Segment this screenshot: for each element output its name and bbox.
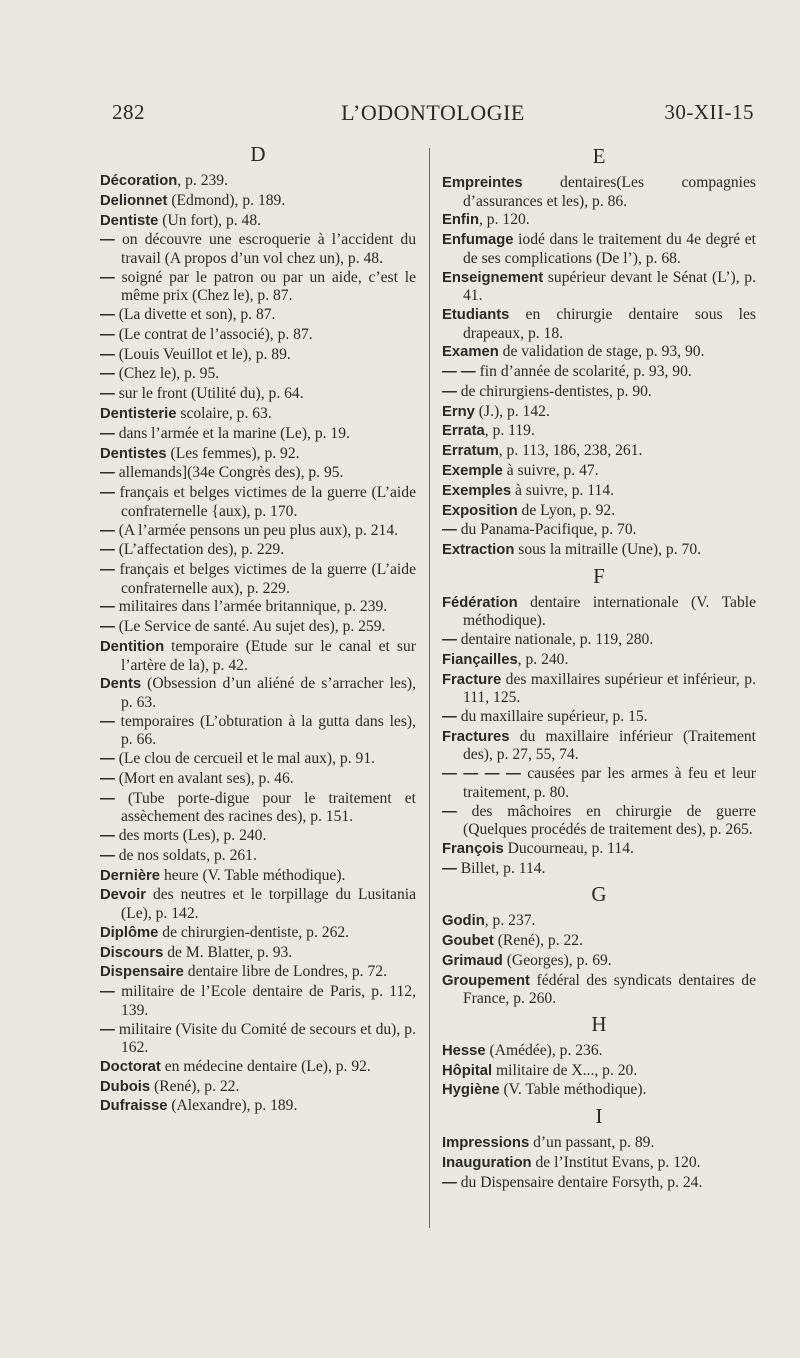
entry-text: des neutres et le torpillage du Lusitania (Le), p. 142. bbox=[121, 886, 416, 922]
entry-text: du Dispensaire dentaire Forsyth, p. 24. bbox=[456, 1173, 703, 1191]
entry-text: (Edmond), p. 189. bbox=[167, 191, 286, 209]
entry-term: François bbox=[442, 840, 504, 857]
entry-term: Impressions bbox=[442, 1134, 530, 1151]
index-entry bbox=[100, 1078, 416, 1097]
entry-term: Erny bbox=[442, 403, 475, 420]
entry-term: — bbox=[100, 828, 115, 845]
index-entry bbox=[442, 269, 756, 305]
index-entry bbox=[100, 541, 416, 560]
entry-text: temporaire (Etude sur le canal et sur l’artère de la), p. 42. bbox=[121, 638, 416, 674]
entry-text: (Obsession d’un aliéné de s’arracher les), p. 63. bbox=[121, 675, 416, 711]
entry-text: (Georges), p. 69. bbox=[502, 951, 612, 969]
entry-term: Dispensaire bbox=[100, 964, 184, 981]
index-entry bbox=[442, 174, 756, 210]
entry-text: fin d’année de scolarité, p. 93, 90. bbox=[475, 363, 692, 381]
entry-term: Dents bbox=[100, 676, 142, 693]
section-letter: G bbox=[591, 882, 607, 907]
entry-term: — bbox=[100, 307, 115, 324]
entry-text: dentaires(Les compagnies d’assurances et les), p. 86. bbox=[463, 174, 756, 210]
entry-text: d’un passant, p. 89. bbox=[529, 1133, 655, 1151]
entry-text: sur le front (Utilité du), p. 64. bbox=[114, 385, 304, 403]
index-entry bbox=[100, 306, 416, 325]
index-entry bbox=[442, 651, 756, 670]
entry-term: — bbox=[100, 326, 115, 343]
entry-term: — bbox=[100, 599, 115, 616]
entry-term: Hôpital bbox=[442, 1062, 493, 1079]
entry-term: Inauguration bbox=[442, 1154, 532, 1171]
index-entry bbox=[442, 482, 756, 501]
index-entry bbox=[100, 326, 416, 345]
entry-term: Dentisterie bbox=[100, 406, 177, 422]
entry-text: (René), p. 22. bbox=[150, 1077, 240, 1095]
entry-text: des morts (Les), p. 240. bbox=[114, 827, 267, 845]
entry-term: Fiançailles bbox=[442, 651, 518, 668]
entry-text: (V. Table méthodique). bbox=[499, 1081, 647, 1099]
index-entry bbox=[100, 750, 416, 769]
entry-text: heure (V. Table méthodique). bbox=[160, 866, 346, 884]
entry-term: Enseignement bbox=[442, 269, 544, 286]
entry-text: dentaire internationale (V. Table méthodique). bbox=[463, 593, 756, 630]
index-entry bbox=[100, 790, 416, 826]
entry-text: dentaire libre de Londres, p. 72. bbox=[183, 963, 387, 981]
entry-text: temporaires (L’obturation à la gutta dans les), p. 66. bbox=[114, 712, 416, 749]
index-entry bbox=[100, 847, 416, 866]
entry-term: — bbox=[100, 751, 115, 768]
entry-text: militaire (Visite du Comité de secours et du), p. 162. bbox=[114, 1020, 416, 1057]
entry-term: — bbox=[100, 847, 115, 864]
entry-text: (L’affectation des), p. 229. bbox=[114, 541, 285, 559]
index-entry bbox=[100, 445, 416, 464]
entry-term: — bbox=[100, 790, 115, 807]
entry-term: Exposition bbox=[442, 502, 518, 519]
issue-date: 30-XII-15 bbox=[664, 100, 754, 124]
entry-term: Hygiène bbox=[442, 1082, 500, 1099]
entry-term: Empreintes bbox=[442, 175, 523, 191]
section-letter: H bbox=[591, 1011, 607, 1036]
entry-term: — bbox=[442, 522, 457, 539]
index-entry bbox=[442, 932, 756, 951]
entry-text: du Panama-Pacifique, p. 70. bbox=[456, 521, 637, 539]
index-entry bbox=[100, 713, 416, 749]
entry-text: (Amédée), p. 236. bbox=[485, 1041, 603, 1059]
entry-text: de l’Institut Evans, p. 120. bbox=[531, 1153, 701, 1171]
entry-term: — bbox=[442, 803, 457, 820]
entry-term: — bbox=[100, 619, 115, 636]
index-entry bbox=[100, 598, 416, 617]
entry-text: , p. 119. bbox=[484, 422, 535, 440]
entry-term: — bbox=[442, 860, 457, 877]
entry-term: — bbox=[100, 542, 115, 559]
entry-text: supérieur devant le Sénat (L’), p. 41. bbox=[463, 268, 756, 305]
index-entry bbox=[100, 944, 416, 963]
entry-term: Décoration bbox=[100, 173, 178, 189]
entry-term: — bbox=[100, 713, 115, 730]
entry-text: militaires dans l’armée britannique, p. 239. bbox=[114, 598, 388, 616]
entry-term: Fractures bbox=[442, 728, 510, 745]
entry-text: (A l’armée pensons un peu plus aux), p. 214. bbox=[114, 521, 399, 539]
entry-text: (Un fort), p. 48. bbox=[158, 211, 262, 229]
index-column-right bbox=[442, 140, 756, 1193]
index-entry bbox=[442, 383, 756, 402]
entry-term: Devoir bbox=[100, 887, 147, 904]
entry-term: Dernière bbox=[100, 867, 161, 884]
entry-term: — bbox=[100, 485, 115, 502]
entry-term: Fracture bbox=[442, 671, 502, 688]
index-entry bbox=[442, 912, 756, 931]
entry-term: Dufraisse bbox=[100, 1098, 168, 1115]
entry-text: français et belges victimes de la guerre (L’aide confraternelle aux), p. 229. bbox=[114, 561, 416, 597]
entry-term: — bbox=[442, 632, 457, 649]
entry-term: Discours bbox=[100, 944, 164, 961]
index-entry bbox=[442, 728, 756, 764]
index-entry bbox=[100, 561, 416, 597]
index-entry bbox=[442, 1154, 756, 1173]
entry-term: Diplôme bbox=[100, 924, 159, 941]
index-entry bbox=[442, 403, 756, 422]
entry-term: Doctorat bbox=[100, 1058, 161, 1075]
entry-term: — bbox=[100, 425, 115, 442]
index-entry bbox=[100, 172, 416, 191]
entry-term: Dentition bbox=[100, 639, 165, 655]
index-entry bbox=[100, 365, 416, 384]
entry-text: français et belges victimes de la guerre (L’aide confraternelle {aux), p. 170. bbox=[114, 484, 416, 520]
index-entry bbox=[442, 972, 756, 1008]
entry-text: , p. 240. bbox=[517, 650, 569, 668]
index-entry bbox=[442, 462, 756, 481]
index-entry bbox=[100, 425, 416, 444]
entry-term: — bbox=[442, 709, 457, 725]
index-entry bbox=[442, 231, 756, 267]
index-entry bbox=[100, 983, 416, 1019]
index-entry bbox=[442, 765, 756, 801]
entry-term: Delionnet bbox=[100, 192, 168, 209]
entry-term: — bbox=[100, 386, 115, 403]
section-letter: E bbox=[592, 144, 606, 168]
entry-text: , p. 113, 186, 238, 261. bbox=[498, 442, 643, 460]
entry-text: causées par les armes à feu et leur traitement, p. 80. bbox=[463, 765, 756, 801]
index-entry bbox=[100, 675, 416, 711]
index-entry bbox=[100, 638, 416, 674]
entry-term: Erratum bbox=[442, 443, 499, 460]
entry-text: (J.), p. 142. bbox=[474, 402, 550, 420]
index-entry bbox=[100, 886, 416, 922]
entry-text: fédéral des syndicats dentaires de France, p. 260. bbox=[463, 971, 756, 1008]
entry-term: Etudiants bbox=[442, 306, 510, 323]
index-column-left bbox=[100, 140, 416, 1117]
entry-text: à suivre, p. 114. bbox=[511, 481, 615, 499]
index-entry bbox=[442, 442, 756, 461]
entry-term: Dentistes bbox=[100, 445, 167, 462]
entry-text: allemands](34e Congrès des), p. 95. bbox=[114, 464, 344, 482]
entry-term: — bbox=[100, 465, 115, 482]
entry-term: — bbox=[100, 269, 115, 286]
index-entry bbox=[442, 422, 756, 441]
section-letter: D bbox=[250, 142, 266, 166]
entry-term: Hesse bbox=[442, 1042, 486, 1059]
index-entry bbox=[100, 867, 416, 886]
entry-text: en chirurgie dentaire sous les drapeaux, p. 18. bbox=[463, 305, 756, 342]
index-entry bbox=[100, 1097, 416, 1116]
entry-term: Exemples bbox=[442, 482, 512, 499]
index-entry bbox=[100, 484, 416, 520]
entry-term: Fédération bbox=[442, 594, 518, 611]
entry-term: Exemple bbox=[442, 462, 503, 479]
entry-text: militaire de l’Ecole dentaire de Paris, p. 112, 139. bbox=[114, 983, 416, 1019]
index-entry bbox=[100, 1058, 416, 1077]
entry-text: de chirurgien-dentiste, p. 262. bbox=[158, 923, 350, 941]
entry-text: Billet, p. 114. bbox=[456, 859, 546, 877]
column-divider bbox=[429, 148, 430, 1228]
index-entry bbox=[442, 363, 756, 382]
entry-text: sous la mitraille (Une), p. 70. bbox=[514, 541, 702, 559]
index-entry bbox=[442, 1174, 756, 1193]
journal-title: L’ODONTOLOGIE bbox=[341, 100, 525, 125]
index-entry bbox=[100, 231, 416, 267]
index-entry bbox=[100, 827, 416, 846]
index-entry bbox=[100, 522, 416, 541]
index-entry bbox=[442, 211, 756, 230]
index-entry bbox=[100, 770, 416, 789]
entry-text: des mâchoires en chirurgie de guerre (Quelques procédés de traitement des), p. 265. bbox=[456, 802, 756, 839]
entry-term: Groupement bbox=[442, 972, 530, 989]
index-entry bbox=[100, 212, 416, 231]
index-entry bbox=[442, 521, 756, 540]
index-entry bbox=[442, 631, 756, 650]
index-entry bbox=[442, 306, 756, 342]
page-number: 282 bbox=[112, 100, 145, 124]
running-head bbox=[112, 100, 754, 134]
entry-text: de nos soldats, p. 261. bbox=[114, 846, 257, 864]
entry-text: de Lyon, p. 92. bbox=[517, 501, 616, 519]
index-entry bbox=[442, 1134, 756, 1153]
index-entry bbox=[442, 952, 756, 971]
index-entry bbox=[100, 963, 416, 982]
entry-term: — bbox=[100, 366, 115, 383]
section-letter: F bbox=[593, 563, 605, 588]
entry-text: du maxillaire inférieur (Traitement des), p. 27, 55, 74. bbox=[463, 727, 756, 764]
entry-text: à suivre, p. 47. bbox=[502, 461, 599, 479]
entry-term: — bbox=[442, 1174, 457, 1191]
index-entry bbox=[100, 924, 416, 943]
entry-text: on découvre une escroquerie à l’accident du travail (A propos d’un vol chez un), p. 48. bbox=[114, 231, 416, 267]
index-entry bbox=[442, 594, 756, 630]
entry-text: (Les femmes), p. 92. bbox=[166, 444, 300, 462]
entry-term: Enfin bbox=[442, 212, 479, 229]
entry-term: — bbox=[442, 383, 457, 400]
entry-text: (Chez le), p. 95. bbox=[114, 365, 220, 383]
entry-text: scolaire, p. 63. bbox=[176, 405, 272, 422]
entry-text: des maxillaires supérieur et inférieur, p. 111, 125. bbox=[463, 670, 756, 707]
entry-text: (Le Service de santé. Au sujet des), p. 259. bbox=[114, 618, 386, 636]
entry-term: — bbox=[100, 522, 115, 539]
entry-term: Extraction bbox=[442, 542, 515, 559]
entry-term: — — bbox=[442, 364, 476, 381]
entry-term: — bbox=[100, 232, 115, 249]
entry-text: iodé dans le traitement du 4e degré et de ses complications (De l’), p. 68. bbox=[463, 231, 756, 267]
index-entry bbox=[442, 708, 756, 727]
index-entry bbox=[100, 192, 416, 211]
entry-term: Dentiste bbox=[100, 212, 159, 229]
entry-text: Ducourneau, p. 114. bbox=[503, 839, 634, 857]
entry-text: (Alexandre), p. 189. bbox=[167, 1097, 298, 1115]
entry-text: de chirurgiens-dentistes, p. 90. bbox=[456, 382, 652, 400]
section-letter: I bbox=[595, 1103, 603, 1128]
index-entry bbox=[100, 1021, 416, 1057]
entry-term: Grimaud bbox=[442, 952, 503, 969]
index-entry bbox=[442, 671, 756, 707]
entry-text: , p. 120. bbox=[479, 211, 530, 229]
entry-term: — bbox=[100, 562, 115, 579]
entry-text: , p. 237. bbox=[484, 912, 536, 930]
entry-text: (Le clou de cercueil et le mal aux), p. 91. bbox=[114, 750, 376, 768]
entry-text: de M. Blatter, p. 93. bbox=[163, 943, 293, 961]
entry-text: (Louis Veuillot et le), p. 89. bbox=[114, 345, 291, 363]
entry-text: dentaire nationale, p. 119, 280. bbox=[456, 631, 654, 649]
index-entry bbox=[442, 1042, 756, 1061]
index-entry bbox=[442, 502, 756, 521]
entry-text: en médecine dentaire (Le), p. 92. bbox=[160, 1057, 371, 1075]
index-entry bbox=[100, 346, 416, 365]
entry-text: , p. 239. bbox=[177, 172, 228, 189]
index-entry bbox=[442, 1081, 756, 1100]
index-entry bbox=[100, 385, 416, 404]
entry-text: dans l’armée et la marine (Le), p. 19. bbox=[114, 424, 350, 442]
index-entry bbox=[442, 840, 756, 859]
index-entry bbox=[442, 1062, 756, 1081]
index-entry bbox=[442, 343, 756, 362]
index-entry bbox=[100, 405, 416, 424]
entry-text: soigné par le patron ou par un aide, c’est le même prix (Chez le), p. 87. bbox=[114, 268, 416, 305]
index-entry bbox=[442, 860, 756, 879]
entry-text: (Le contrat de l’associé), p. 87. bbox=[114, 325, 313, 343]
entry-term: — bbox=[100, 346, 115, 363]
entry-term: Enfumage bbox=[442, 232, 514, 249]
index-entry bbox=[100, 269, 416, 305]
entry-term: Errata bbox=[442, 423, 485, 440]
entry-term: Examen bbox=[442, 344, 499, 361]
entry-text: (René), p. 22. bbox=[493, 932, 584, 950]
entry-term: Goubet bbox=[442, 933, 494, 950]
index-entry bbox=[100, 464, 416, 483]
entry-term: — bbox=[100, 1021, 115, 1038]
entry-text: (Tube porte-digue pour le traitement et assèchement des racines des), p. 151. bbox=[114, 789, 416, 826]
entry-text: du maxillaire supérieur, p. 15. bbox=[456, 708, 648, 725]
entry-term: — — — — bbox=[442, 766, 521, 783]
entry-term: — bbox=[100, 770, 115, 787]
entry-text: militaire de X..., p. 20. bbox=[492, 1061, 638, 1079]
index-entry bbox=[442, 541, 756, 560]
index-entry bbox=[442, 803, 756, 839]
index-entry bbox=[100, 618, 416, 637]
entry-text: (La divette et son), p. 87. bbox=[114, 306, 276, 324]
entry-text: de validation de stage, p. 93, 90. bbox=[498, 343, 705, 361]
entry-term: Dubois bbox=[100, 1078, 151, 1095]
entry-term: — bbox=[100, 984, 115, 1001]
entry-text: (Mort en avalant ses), p. 46. bbox=[114, 769, 294, 787]
entry-term: Godin bbox=[442, 913, 485, 930]
